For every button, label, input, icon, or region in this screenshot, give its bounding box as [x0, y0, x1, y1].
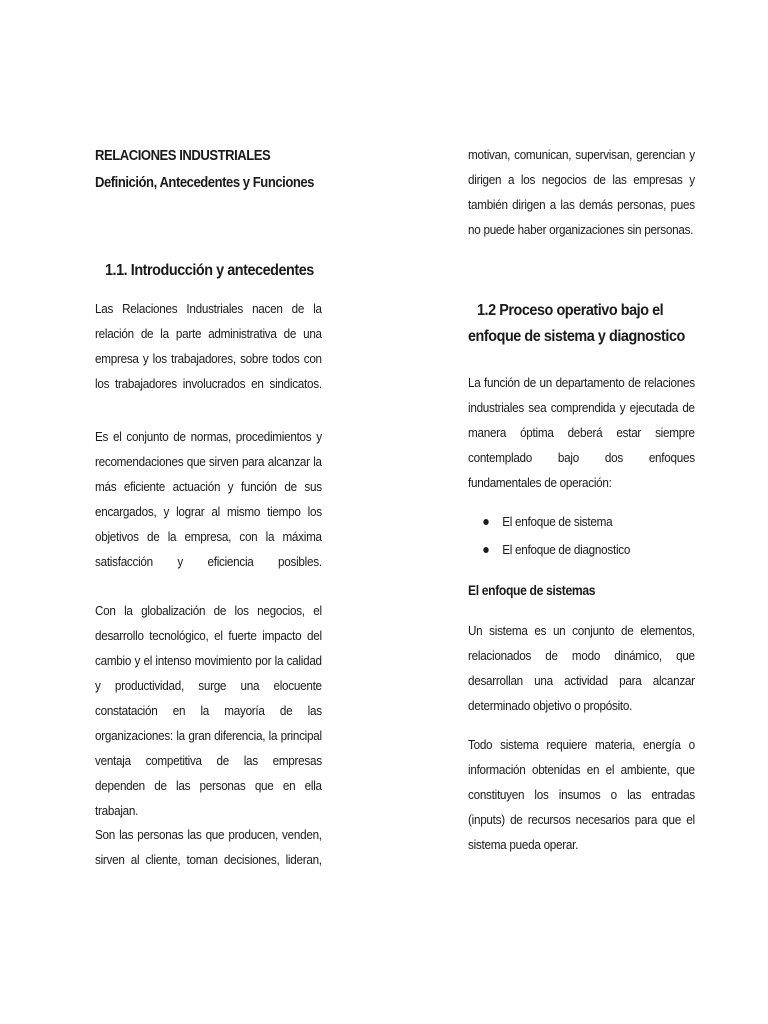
paragraph: Todo sistema requiere materia, energía o información obtenidas en el ambiente, que constituyen los insumos o las entradas (inputs) de recursos necesarios para que el sistema pueda operar.	[468, 737, 695, 852]
paragraph: Son las personas las que producen, venden, sirven al cliente, toman decisiones, lideran,	[95, 827, 322, 867]
paragraph: Las Relaciones Industriales nacen de la relación de la parte administrativa de una empresa y los trabajadores, sobre todos con los trabajadores involucrados en sindicatos.	[95, 301, 322, 391]
paragraph: Es el conjunto de normas, procedimientos y recomendaciones que sirven para alcanzar la más eficiente actuación y función de sus encargados, y lograr al mismo tiempo los objetivos de la empresa, con la máxima satisfacción y eficiencia posibles.	[95, 429, 322, 569]
title-line-2: Definición, Antecedentes y Funciones	[95, 175, 314, 191]
list-item-text: El enfoque de diagnostico	[502, 542, 631, 557]
subheading-enfoque-sistemas: El enfoque de sistemas	[468, 583, 596, 598]
list-item	[468, 536, 630, 564]
heading-line-2: enfoque de sistema y diagnostico	[468, 328, 685, 345]
list-item-text: El enfoque de sistema	[502, 514, 613, 529]
paragraph: Con la globalización de los negocios, el desarrollo tecnológico, el fuerte impacto del cambio y el intenso movimiento por la calidad y productividad, surge una elocuente constatación en la mayoría de las organizaciones: la gran diferencia, la principal ventaja competitiva de las empresas dependen de las personas que en ella trabajan.	[95, 603, 322, 818]
heading-line-1: 1.2 Proceso operativo bajo el	[477, 302, 664, 319]
paragraph: La función de un departamento de relaciones industriales sea comprendida y ejecutada de manera óptima deberá estar siempre contemplado bajo dos enfoques fundamentales de operación:	[468, 375, 695, 490]
section-heading-intro: 1.1. Introducción y antecedentes	[105, 262, 314, 279]
bullet-list	[468, 508, 630, 564]
paragraph-continuation: motivan, comunican, supervisan, gerencian y dirigen a los negocios de las empresas y también dirigen a las demás personas, pues no puede haber organizaciones sin personas.	[468, 147, 695, 237]
bullet-icon	[483, 547, 488, 553]
title-line-1: RELACIONES INDUSTRIALES	[95, 148, 271, 164]
list-item	[468, 508, 630, 536]
paragraph: Un sistema es un conjunto de elementos, relacionados de modo dinámico, que desarrollan una actividad para alcanzar determinado objetivo o propósito.	[468, 623, 695, 713]
document-title	[95, 143, 314, 197]
section-heading-proceso	[468, 298, 685, 350]
bullet-icon	[483, 519, 488, 525]
